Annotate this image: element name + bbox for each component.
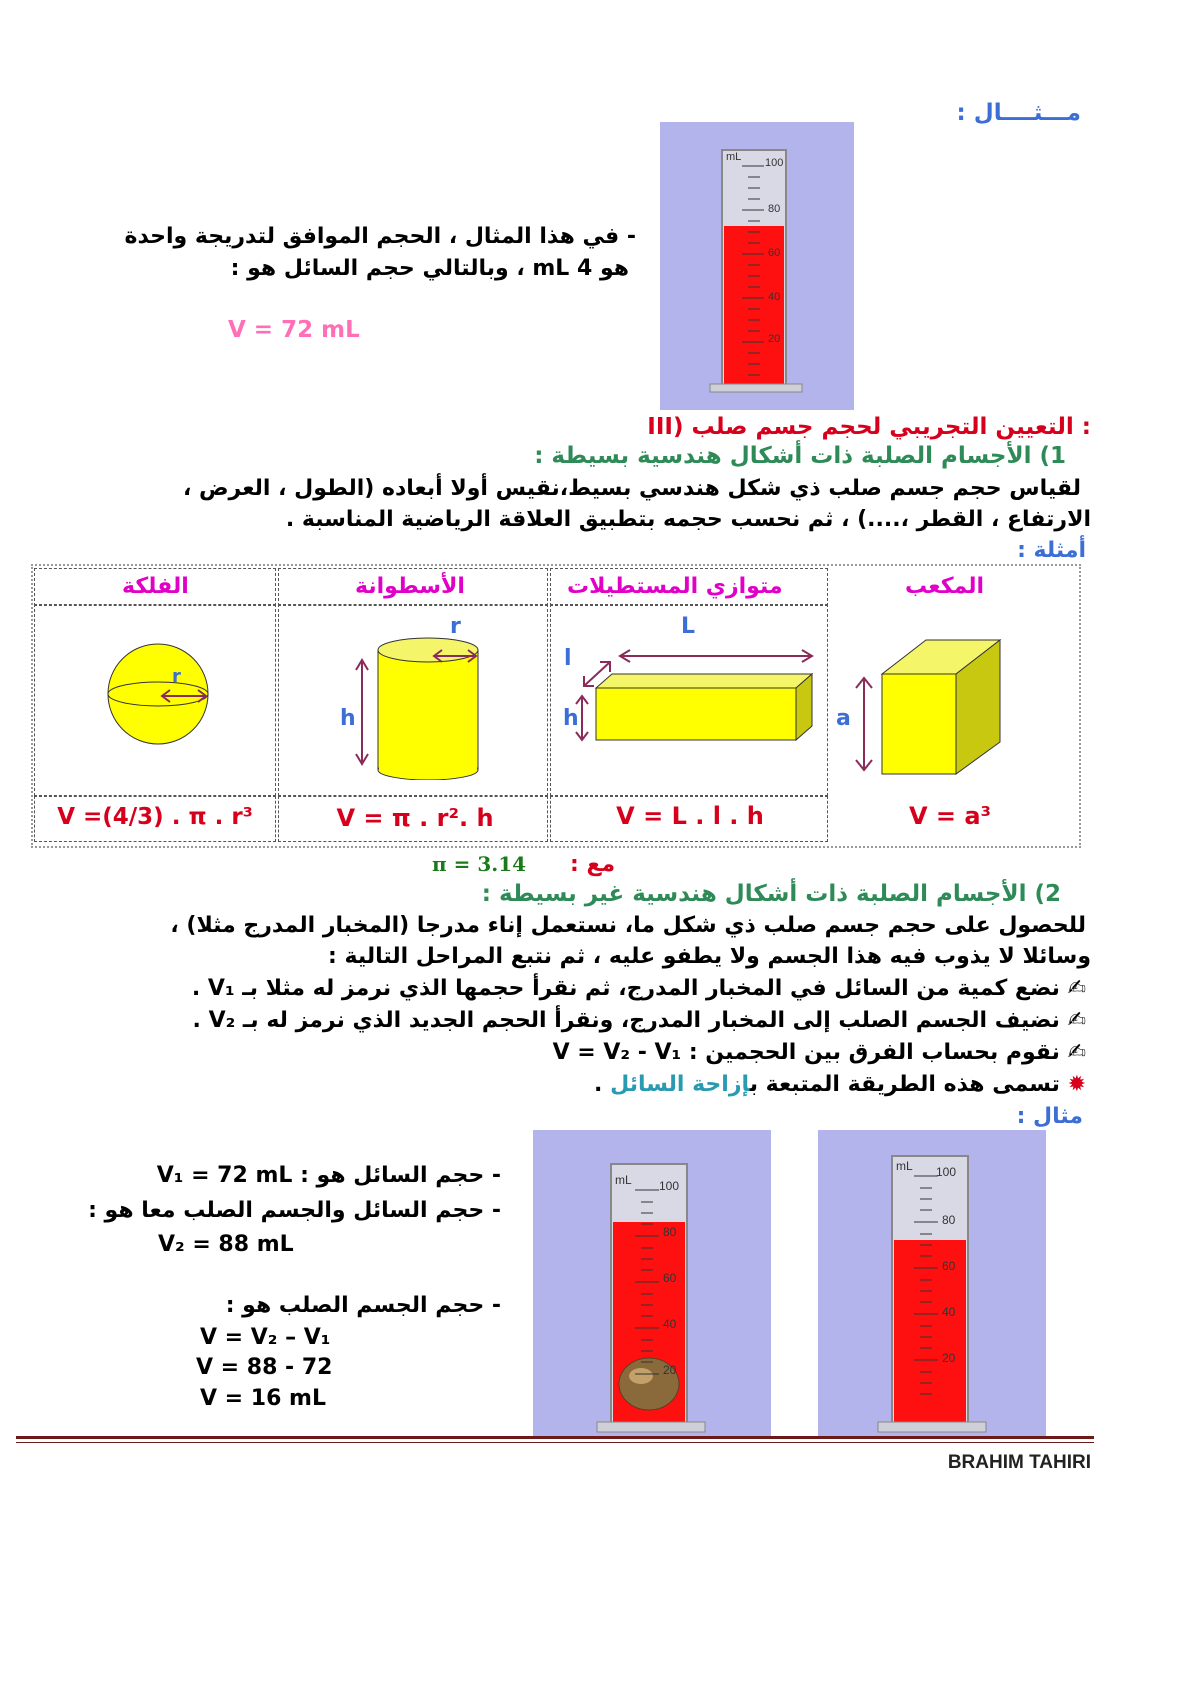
pen-icon: ✍ bbox=[1067, 1040, 1086, 1065]
formula-sphere: V =(4/3) . π . r³ bbox=[57, 804, 253, 830]
svg-text:20: 20 bbox=[663, 1363, 677, 1377]
paragraph-1a: لقياس حجم جسم صلب ذي شكل هندسي بسيط،نقيس أولا أبعاده (الطول ، العرض ، bbox=[182, 476, 1081, 501]
svg-text:60: 60 bbox=[942, 1259, 956, 1273]
formula-prism: V = L . l . h bbox=[616, 802, 764, 830]
step-4: ✹ تسمى هذه الطريقة المتبعة بإزاحة السائل . bbox=[594, 1072, 1086, 1097]
footer-rule-thin bbox=[16, 1442, 1094, 1443]
example1-line2: هو 4 mL ، وبالتالي حجم السائل هو : bbox=[230, 256, 629, 281]
svg-text:60: 60 bbox=[768, 247, 781, 259]
footer-rule bbox=[16, 1436, 1094, 1439]
author-name: BRAHIM TAHIRI bbox=[947, 1452, 1091, 1473]
prism-dim-h: h bbox=[563, 706, 579, 731]
shape-name-sphere: الفلكة bbox=[122, 574, 189, 599]
svg-text:20: 20 bbox=[768, 333, 781, 345]
star-icon: ✹ bbox=[1067, 1072, 1086, 1097]
cyl1-unit: mL bbox=[726, 151, 742, 163]
subsection-2-heading: 2) الأجسام الصلبة ذات أشكال هندسية غير بسيطة : bbox=[481, 881, 1061, 907]
sphere-dim-r: r bbox=[172, 666, 181, 687]
pi-value: π = 3.14 bbox=[432, 852, 527, 876]
svg-text:40: 40 bbox=[768, 291, 781, 303]
graduated-cylinder-panel-3 bbox=[818, 1130, 1046, 1436]
svg-text:60: 60 bbox=[663, 1271, 677, 1285]
shape-name-prism: متوازي المستطيلات bbox=[567, 574, 783, 599]
step-2: ✍ نضيف الجسم الصلب إلى المخبار المدرج، ونقرأ الحجم الجديد الذي نرمز له بـ V₂ . bbox=[192, 1008, 1086, 1033]
svg-text:40: 40 bbox=[942, 1305, 956, 1319]
step-3: ✍ نقوم بحساب الفرق بين الحجمين : V = V₂ - V₁ bbox=[552, 1040, 1086, 1065]
cylA-unit: mL bbox=[615, 1173, 632, 1187]
cube-dim-a: a bbox=[836, 706, 851, 731]
shape-name-cube: المكعب bbox=[905, 574, 985, 599]
cylinder-dim-r: r bbox=[450, 614, 461, 639]
graduated-cylinder-icon bbox=[818, 1130, 1046, 1436]
graduated-cylinder-icon bbox=[660, 122, 854, 410]
svg-text:20: 20 bbox=[942, 1351, 956, 1365]
pen-icon: ✍ bbox=[1067, 976, 1086, 1001]
shape-name-cylinder: الأسطوانة bbox=[355, 574, 465, 599]
sphere-diagram bbox=[100, 630, 220, 760]
example2-line3: V₂ = 88 mL bbox=[158, 1232, 294, 1257]
svg-text:80: 80 bbox=[942, 1213, 956, 1227]
paragraph-1b: الارتفاع ، القطر ،....) ، ثم نحسب حجمه بتطبيق العلاقة الرياضية المناسبة . bbox=[285, 507, 1091, 532]
pen-icon: ✍ bbox=[1067, 1008, 1086, 1033]
example2-line1: - حجم السائل هو : V₁ = 72 mL bbox=[156, 1163, 501, 1188]
subsection-1-heading: 1) الأجسام الصلبة ذات أشكال هندسية بسيطة : bbox=[534, 443, 1066, 469]
cylinder-diagram bbox=[340, 630, 500, 780]
example2-line2: - حجم السائل والجسم الصلب معا هو : bbox=[88, 1198, 501, 1223]
graduated-cylinder-with-stone-icon bbox=[533, 1130, 771, 1436]
examples-label: أمثلة : bbox=[1017, 538, 1086, 563]
method-name: إزاحة السائل bbox=[610, 1072, 750, 1097]
formula-cube: V = a³ bbox=[908, 802, 992, 830]
prism-dim-L: L bbox=[681, 614, 696, 639]
example2-line5: V = V₂ – V₁ bbox=[200, 1325, 331, 1350]
pi-note-label: مع : bbox=[570, 852, 616, 877]
example1-line1: - في هذا المثال ، الحجم الموافق لتدريجة واحدة bbox=[124, 224, 636, 249]
formula-cylinder: V = π . r². h bbox=[336, 804, 494, 832]
example1-title: مـــثــــال : bbox=[956, 100, 1081, 126]
paragraph-2a: للحصول على حجم جسم صلب ذي شكل ما، نستعمل إناء مدرجا (المخبار المدرج مثلا) ، bbox=[170, 913, 1086, 938]
paragraph-2b: وسائلا لا يذوب فيه هذا الجسم ولا يطفو عليه ، ثم نتبع المراحل التالية : bbox=[328, 944, 1091, 969]
cube-diagram bbox=[840, 630, 1040, 780]
svg-text:100: 100 bbox=[765, 157, 784, 169]
graduated-cylinder-panel-1 bbox=[660, 122, 854, 410]
example2-line6: V = 88 - 72 bbox=[196, 1355, 333, 1380]
rectangular-prism-diagram bbox=[560, 640, 820, 750]
svg-text:40: 40 bbox=[663, 1317, 677, 1331]
cylinder-dim-h: h bbox=[340, 706, 356, 731]
svg-text:80: 80 bbox=[768, 203, 781, 215]
prism-dim-l: l bbox=[564, 646, 572, 671]
cylB-unit: mL bbox=[896, 1159, 913, 1173]
svg-text:100: 100 bbox=[936, 1165, 957, 1179]
step-1: ✍ نضع كمية من السائل في المخبار المدرج، ثم نقرأ حجمها الذي نرمز له مثلا بـ V₁ . bbox=[191, 976, 1086, 1001]
example2-line4: - حجم الجسم الصلب هو : bbox=[225, 1293, 501, 1318]
example2-title: مثال : bbox=[1016, 1104, 1083, 1129]
graduated-cylinder-panel-2 bbox=[533, 1130, 771, 1436]
section-heading: III) التعيين التجريبي لحجم جسم صلب : bbox=[647, 414, 1091, 440]
svg-text:100: 100 bbox=[659, 1179, 680, 1193]
svg-text:80: 80 bbox=[663, 1225, 677, 1239]
example1-result: V = 72 mL bbox=[228, 317, 360, 343]
example2-line7: V = 16 mL bbox=[200, 1386, 326, 1411]
